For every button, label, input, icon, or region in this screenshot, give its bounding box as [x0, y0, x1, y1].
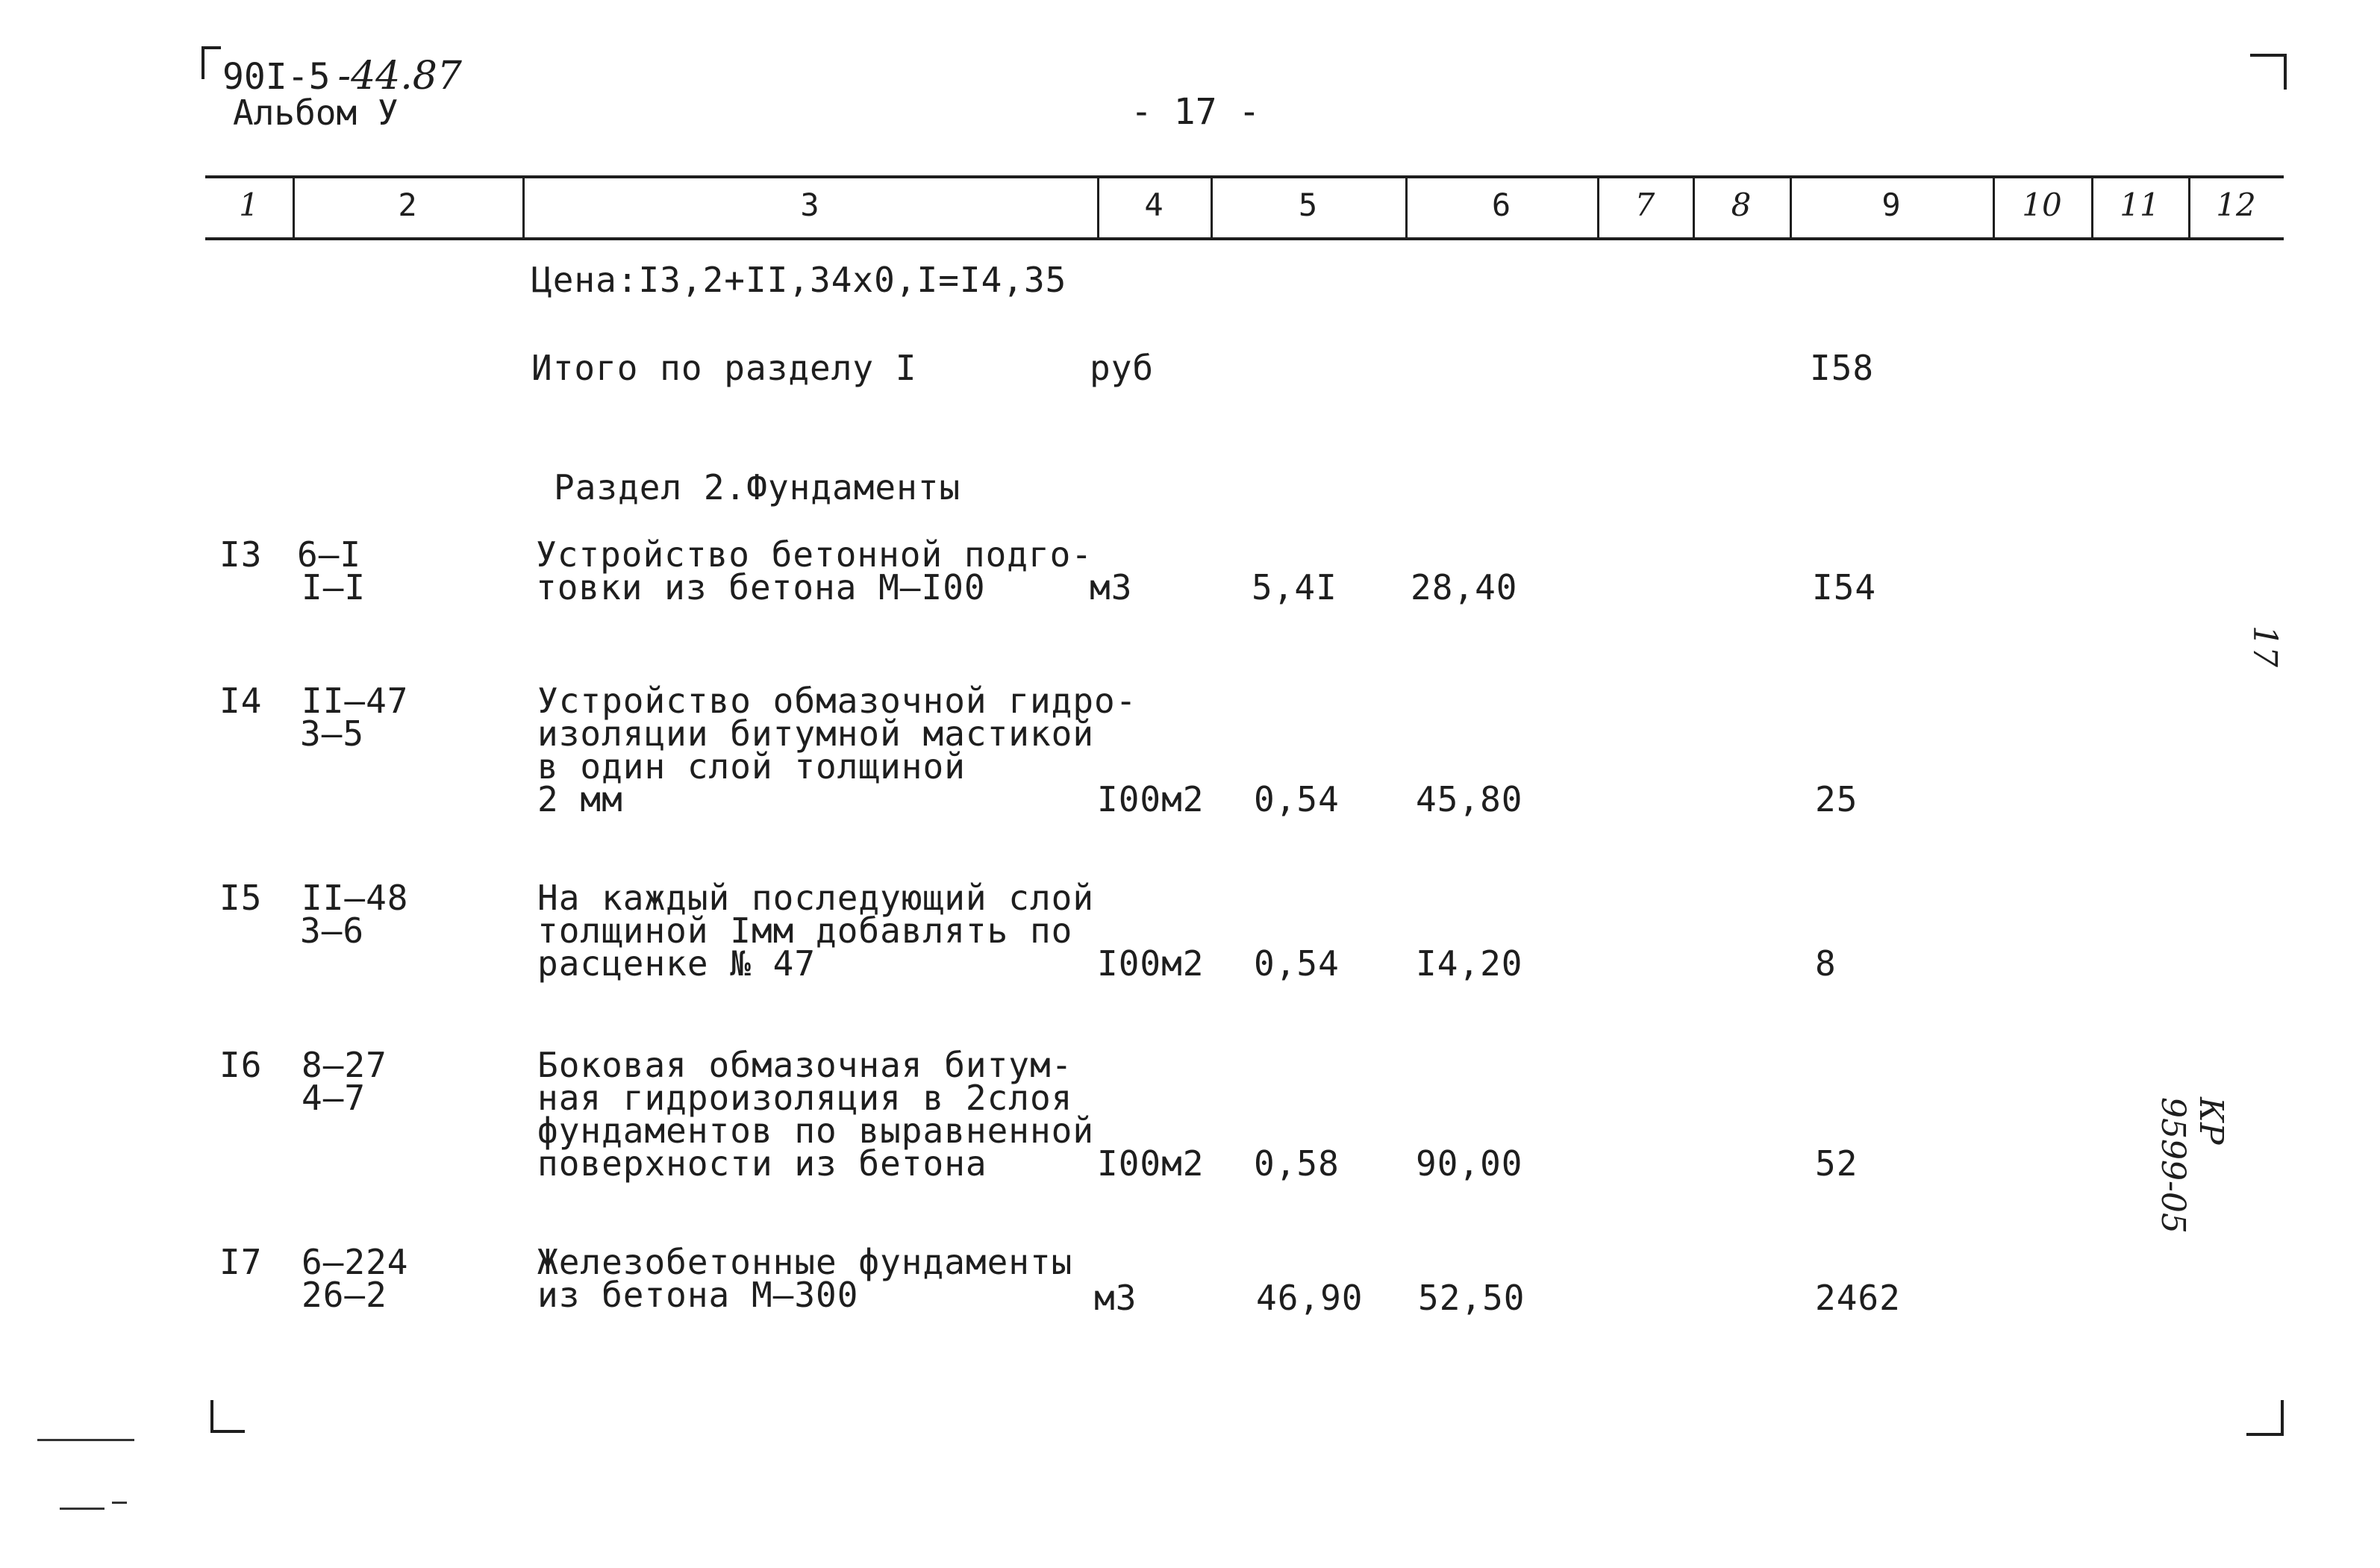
doc-code [222, 54, 462, 99]
row-unit: м3 [1090, 567, 1133, 607]
header-top-rule [205, 175, 2284, 178]
scan-mark [37, 1439, 134, 1441]
header-bottom-rule [205, 237, 2284, 240]
row-total: 52 [1815, 1143, 1858, 1184]
row-code-line: 4–7 [302, 1078, 366, 1118]
row-code-line: 3–5 [300, 713, 365, 754]
row-qty: 0,58 [1254, 1143, 1340, 1184]
column-number: 10 [2022, 187, 2062, 223]
row-qty: 5,4I [1252, 567, 1337, 607]
row-code-line: 6–I [297, 534, 362, 575]
row-total: 8 [1815, 943, 1837, 984]
row-price: I4,20 [1416, 943, 1523, 984]
row-unit: I00м2 [1097, 1143, 1205, 1184]
row-code-line: 6–224 [302, 1242, 409, 1282]
row-desc-line: изоляции битумной мастикой [537, 713, 1095, 754]
corner-mark-top-right [2250, 54, 2287, 90]
row-price: 45,80 [1416, 779, 1523, 819]
row-total: I54 [1812, 567, 1877, 607]
column-number: 4 [1144, 187, 1164, 223]
row-code-line: 26–2 [302, 1275, 387, 1315]
section-title: Раздел 2.Фундаменты [554, 467, 961, 507]
row-desc-line: фундаментов по выравненной [537, 1111, 1095, 1151]
page-number: - 17 - [1131, 91, 1261, 133]
row-code-line: II–47 [302, 681, 409, 721]
row-desc-line: Железобетонные фундаменты [537, 1242, 1073, 1282]
row-unit: I00м2 [1097, 943, 1205, 984]
row-code-line: I–I [302, 567, 366, 607]
total-sum: I58 [1810, 348, 1875, 388]
row-number: I6 [219, 1045, 263, 1085]
column-number: 8 [1731, 187, 1752, 223]
scan-mark [112, 1502, 127, 1504]
row-desc-line: расценке № 47 [537, 943, 816, 984]
row-price: 90,00 [1416, 1143, 1523, 1184]
total-label: Итого по разделу I [531, 348, 917, 388]
row-code-line: 8–27 [302, 1045, 387, 1085]
row-desc-line: товки из бетона М–I00 [536, 567, 986, 607]
doc-code-printed: 90I-5 [222, 56, 331, 98]
row-desc-line: На каждый последующий слой [537, 878, 1095, 918]
margin-page-number: 17 [2246, 625, 2284, 667]
column-number: 11 [2120, 187, 2160, 223]
row-qty: 46,90 [1256, 1278, 1364, 1318]
corner-mark-bottom-right [2246, 1400, 2284, 1436]
doc-code-handwritten: -44.87 [337, 54, 462, 99]
row-price: 28,40 [1411, 567, 1518, 607]
row-number: I4 [219, 681, 263, 721]
total-unit: руб [1090, 348, 1155, 388]
column-number: 6 [1491, 187, 1511, 223]
row-unit: м3 [1094, 1278, 1137, 1318]
row-total: 25 [1815, 779, 1858, 819]
row-desc-line: в один слой толщиной [537, 746, 966, 787]
row-code-line: 3–6 [300, 910, 365, 951]
row-desc-line: толщиной Iмм добавлять по [537, 910, 1073, 951]
column-number: 5 [1298, 187, 1318, 223]
row-price: 52,50 [1418, 1278, 1525, 1318]
column-number: 7 [1634, 187, 1655, 223]
row-desc-line: ная гидроизоляция в 2слоя [537, 1078, 1073, 1118]
column-number: 3 [800, 187, 819, 223]
column-number: 9 [1881, 187, 1901, 223]
corner-mark-top-left [202, 46, 221, 79]
row-desc-line: из бетона М–300 [537, 1275, 859, 1315]
row-unit: I00м2 [1097, 779, 1205, 819]
row-total: 2462 [1815, 1278, 1901, 1318]
margin-archive-code: КР 9599-05 [2154, 1097, 2230, 1234]
row-desc-line: Устройство бетонной подго- [536, 534, 1093, 575]
row-desc-line: поверхности из бетона [537, 1143, 987, 1184]
row-number: I5 [219, 878, 263, 918]
row-desc-line: Устройство обмазочной гидро- [537, 681, 1137, 721]
scan-mark [60, 1508, 104, 1510]
row-number: I3 [219, 534, 263, 575]
row-number: I7 [219, 1242, 263, 1282]
row-desc-line: Боковая обмазочная битум- [537, 1045, 1073, 1085]
row-code-line: II–48 [302, 878, 409, 918]
row-desc-line: 2 мм [537, 779, 623, 819]
row-qty: 0,54 [1254, 779, 1340, 819]
price-line: Цена:I3,2+II,34х0,I=I4,35 [531, 260, 1067, 300]
corner-mark-bottom-left [210, 1400, 245, 1433]
row-qty: 0,54 [1254, 943, 1340, 984]
column-number: 2 [398, 187, 417, 223]
column-number: 12 [2216, 187, 2256, 223]
column-number: 1 [239, 187, 259, 223]
album-label: Альбом У [233, 93, 399, 133]
